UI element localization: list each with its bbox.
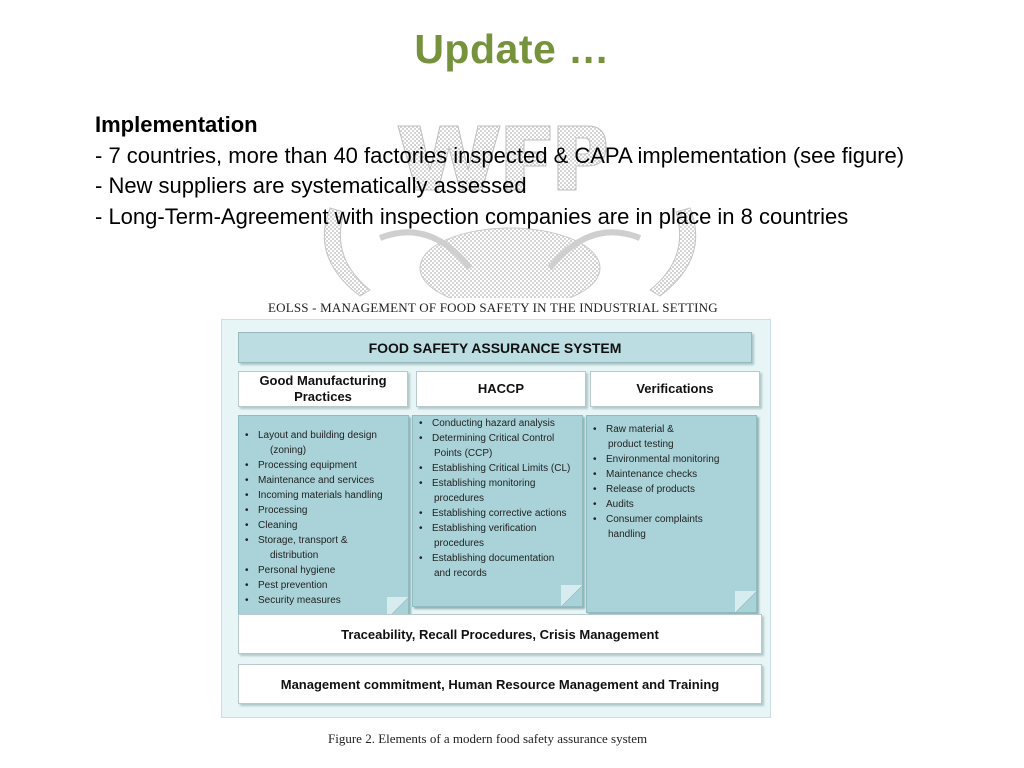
list-item-text: Conducting hazard analysis — [432, 418, 555, 429]
list-item — [239, 593, 408, 608]
bullet-icon: • — [419, 523, 423, 534]
list-item — [413, 416, 582, 431]
body-line-suppliers: - New suppliers are systematically assessed — [95, 173, 527, 198]
bullet-icon: • — [245, 565, 249, 576]
list-item — [413, 461, 582, 476]
list-item-text: Determining Critical Control — [432, 433, 555, 444]
list-item — [587, 452, 756, 467]
list-item — [239, 533, 408, 563]
list-item-continuation: procedures — [434, 493, 485, 504]
body-line-agreement: - Long-Term-Agreement with inspection companies are in place in 8 countries — [95, 203, 849, 229]
list-item — [413, 476, 582, 506]
verifications-list — [587, 422, 756, 542]
list-item-text: Processing — [258, 505, 308, 516]
list-item-text: Establishing Critical Limits (CL) — [432, 463, 571, 474]
list-item-text: Environmental monitoring — [606, 454, 720, 465]
list-item — [587, 482, 756, 497]
list-item — [239, 518, 408, 533]
verifications-panel — [586, 415, 757, 613]
list-item — [239, 473, 408, 488]
list-item — [239, 503, 408, 518]
food-safety-figure — [221, 319, 771, 718]
bullet-icon: • — [593, 469, 597, 480]
implementation-heading: Implementation — [95, 112, 258, 137]
gmp-list — [239, 428, 408, 608]
bullet-icon: • — [419, 463, 423, 474]
list-item — [239, 428, 408, 458]
traceability-box: Traceability, Recall Procedures, Crisis Management — [238, 614, 762, 654]
body-line-countries: - 7 countries, more than 40 factories inspected & CAPA implementation (see figure) — [95, 142, 905, 168]
bullet-icon: • — [419, 553, 423, 564]
bullet-icon: • — [593, 484, 597, 495]
gmp-panel — [238, 415, 409, 619]
bullet-icon: • — [245, 580, 249, 591]
list-item — [413, 551, 582, 581]
bullet-icon: • — [245, 460, 249, 471]
list-item — [239, 488, 408, 503]
list-item-text: Cleaning — [258, 520, 298, 531]
bullet-icon: • — [419, 508, 423, 519]
bullet-icon: • — [593, 514, 597, 525]
list-item — [587, 422, 756, 452]
list-item-text: Storage, transport & — [258, 535, 348, 546]
management-box: Management commitment, Human Resource Management and Training — [238, 664, 762, 704]
page-fold-corner — [561, 585, 583, 607]
list-item-text: Establishing documentation — [432, 553, 555, 564]
list-item-text: Maintenance and services — [258, 475, 375, 486]
list-item-continuation: Points (CCP) — [434, 448, 493, 459]
bullet-icon: • — [245, 520, 249, 531]
list-item-text: Raw material & — [606, 424, 674, 435]
page-fold-corner — [735, 591, 757, 613]
bullet-icon: • — [419, 433, 423, 444]
list-item-continuation: and records — [434, 568, 487, 579]
bullet-icon: • — [593, 499, 597, 510]
list-item-text: Establishing verification — [432, 523, 537, 534]
list-item — [587, 497, 756, 512]
figure-caption: Figure 2. Elements of a modern food safety assurance system — [328, 731, 648, 746]
bullet-icon: • — [245, 475, 249, 486]
bullet-icon: • — [245, 490, 249, 501]
list-item-text: Layout and building design — [258, 430, 377, 441]
figure-source-header: EOLSS - MANAGEMENT OF FOOD SAFETY IN THE INDUSTRIAL SETTING — [268, 300, 718, 315]
bullet-icon: • — [593, 424, 597, 435]
list-item — [413, 431, 582, 461]
list-item-continuation: (zoning) — [270, 445, 307, 456]
system-title-box: FOOD SAFETY ASSURANCE SYSTEM — [238, 332, 752, 363]
list-item-text: Security measures — [258, 595, 341, 606]
list-item-text: Release of products — [606, 484, 695, 495]
bullet-icon: • — [245, 535, 249, 546]
list-item-text: Establishing corrective actions — [432, 508, 567, 519]
list-item-text: Audits — [606, 499, 634, 510]
list-item-text: Pest prevention — [258, 580, 328, 591]
bullet-icon: • — [419, 418, 423, 429]
haccp-list — [413, 416, 582, 581]
list-item — [239, 578, 408, 593]
list-item-text: Maintenance checks — [606, 469, 698, 480]
haccp-heading-box: HACCP — [416, 371, 586, 407]
list-item-text: Establishing monitoring — [432, 478, 536, 489]
list-item-continuation: distribution — [270, 550, 319, 561]
list-item — [413, 506, 582, 521]
verifications-heading-box: Verifications — [590, 371, 760, 407]
list-item-text: Incoming materials handling — [258, 490, 383, 501]
bullet-icon: • — [245, 505, 249, 516]
list-item — [587, 467, 756, 482]
bullet-icon: • — [245, 430, 249, 441]
gmp-heading-box: Good Manufacturing Practices — [238, 371, 408, 407]
list-item — [239, 563, 408, 578]
list-item-text: Personal hygiene — [258, 565, 336, 576]
list-item — [413, 521, 582, 551]
list-item-continuation: procedures — [434, 538, 485, 549]
list-item-continuation: product testing — [608, 439, 674, 450]
list-item-continuation: handling — [608, 529, 646, 540]
bullet-icon: • — [245, 595, 249, 606]
list-item-text: Consumer complaints — [606, 514, 703, 525]
list-item — [587, 512, 756, 542]
list-item — [239, 458, 408, 473]
list-item-text: Processing equipment — [258, 460, 357, 471]
bullet-icon: • — [593, 454, 597, 465]
bullet-icon: • — [419, 478, 423, 489]
haccp-panel — [412, 415, 583, 607]
implementation-text — [95, 110, 925, 232]
slide-title: Update … — [414, 26, 610, 72]
